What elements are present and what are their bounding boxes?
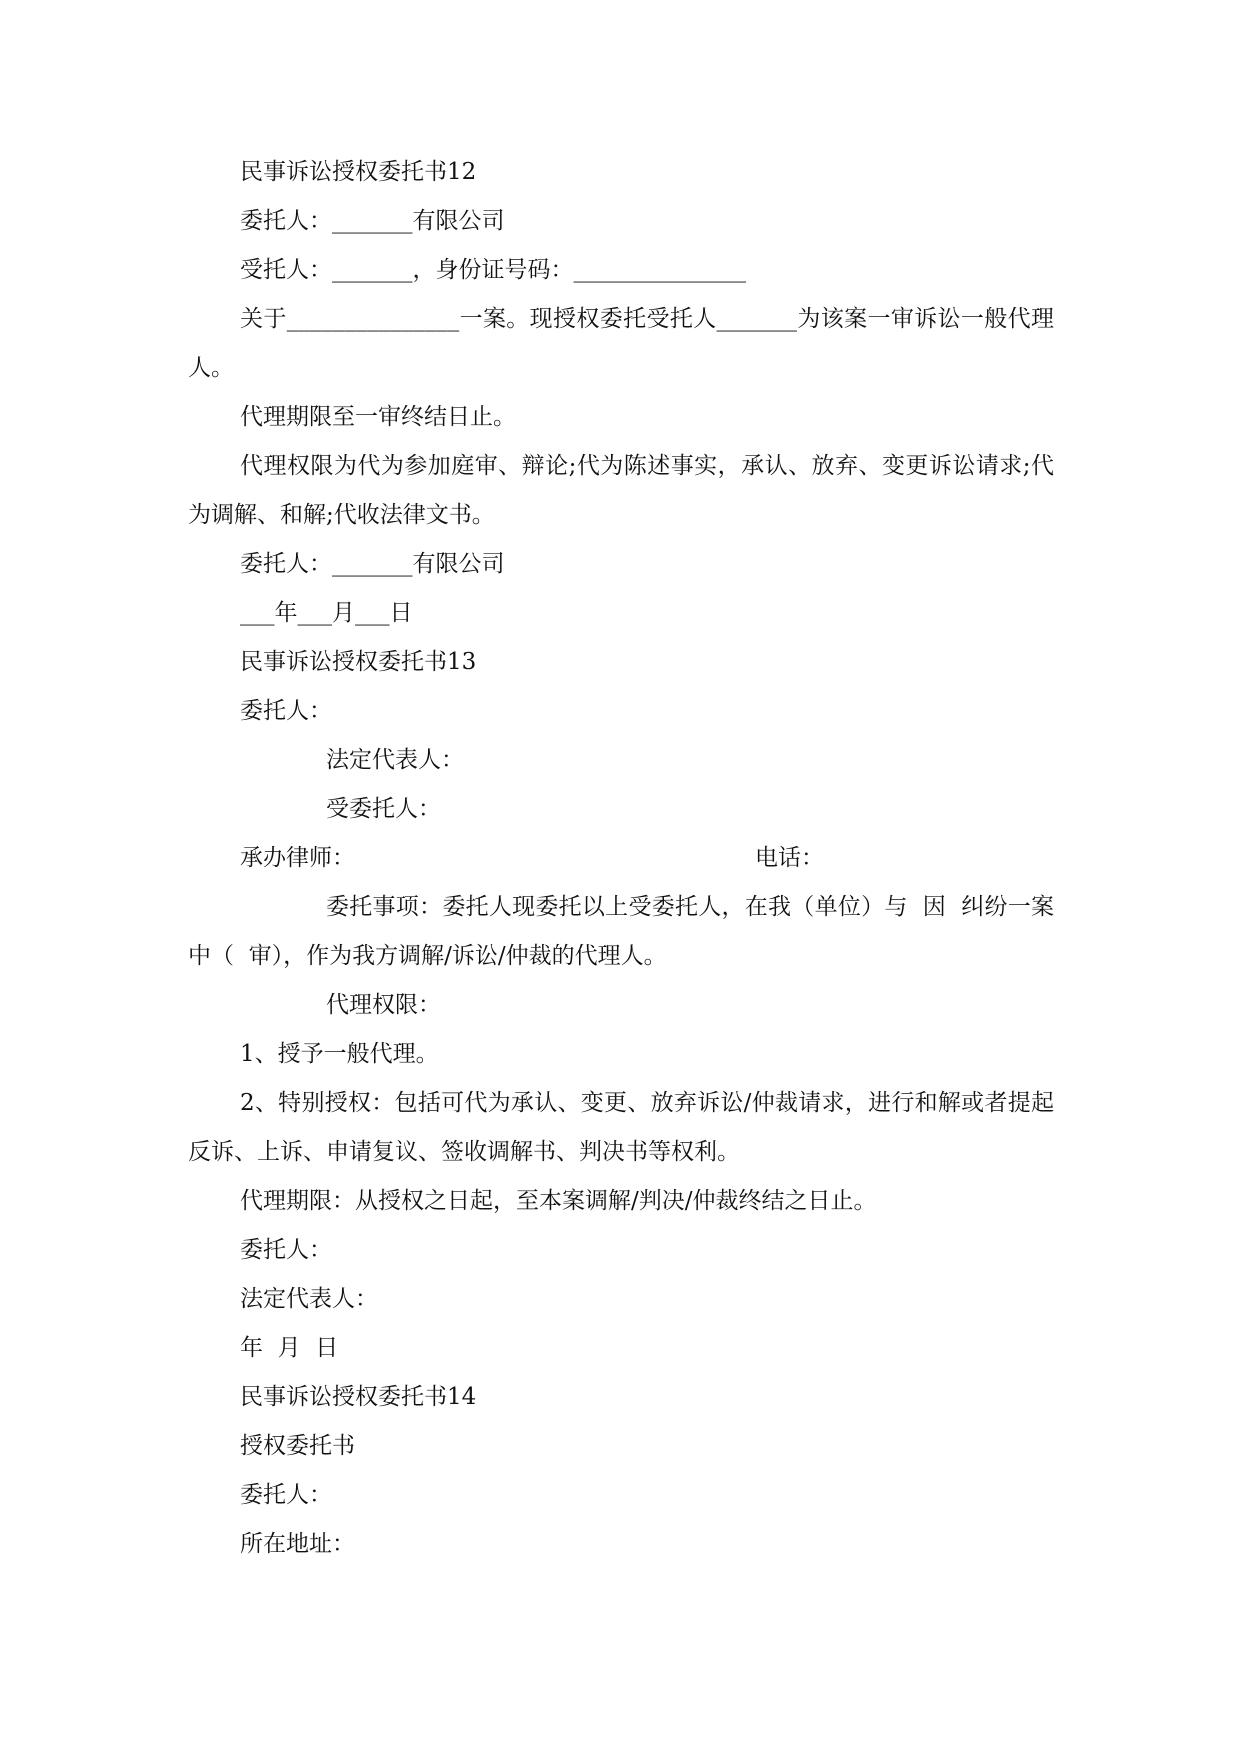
section-title-13: 民事诉讼授权委托书13: [240, 649, 477, 675]
principal-label-2: 委托人：: [240, 1237, 332, 1263]
principal-label-3: 委托人：: [240, 1482, 332, 1508]
lawyer-phone-row: [188, 834, 1054, 883]
agency-authority-label: 代理权限：: [326, 992, 441, 1018]
lawyer-label: 承办律师：: [240, 845, 355, 871]
agency-period-line: 代理期限：从授权之日起，至本案调解/判决/仲裁终结之日止。: [240, 1188, 877, 1214]
document-body: [188, 148, 1054, 1569]
principal-signature-line: 委托人：_______有限公司: [240, 551, 505, 577]
agency-term-line: 代理期限至一审终结日止。: [240, 404, 516, 430]
principal-label: 委托人：: [240, 698, 332, 724]
phone-label: 电话：: [755, 845, 824, 871]
legal-representative-label: 法定代表人：: [326, 747, 464, 773]
power-of-attorney-title: 授权委托书: [240, 1433, 355, 1459]
agent-line: 受托人：_______，身份证号码：_______________: [240, 257, 746, 283]
general-agency-item: 1、授予一般代理。: [240, 1041, 439, 1067]
section-title-14: 民事诉讼授权委托书14: [240, 1384, 477, 1410]
date-line: ___年___月___日: [240, 600, 413, 626]
appointment-paragraph: 关于_______________一案。现授权委托受托人_______为该案一审诉讼一般代理人。: [188, 306, 1054, 381]
section-title-12: 民事诉讼授权委托书12: [240, 159, 477, 185]
date-line-2: 年 月 日: [240, 1335, 339, 1361]
principal-line: 委托人：_______有限公司: [240, 208, 505, 234]
special-authorization-paragraph: 2、特别授权：包括可代为承认、变更、放弃诉讼/仲裁请求，进行和解或者提起反诉、上诉、申请复议、签收调解书、判决书等权利。: [188, 1090, 1054, 1165]
agency-scope-paragraph: 代理权限为代为参加庭审、辩论;代为陈述事实，承认、放弃、变更诉讼请求;代为调解、和解;代收法律文书。: [188, 453, 1054, 528]
entrusted-matters-paragraph: 委托事项：委托人现委托以上受委托人，在我（单位）与 因 纠纷一案中（ 审），作为我方调解/诉讼/仲裁的代理人。: [188, 894, 1054, 969]
entrusted-person-label: 受委托人：: [326, 796, 441, 822]
address-label: 所在地址：: [240, 1531, 355, 1557]
legal-representative-label-2: 法定代表人：: [240, 1286, 378, 1312]
